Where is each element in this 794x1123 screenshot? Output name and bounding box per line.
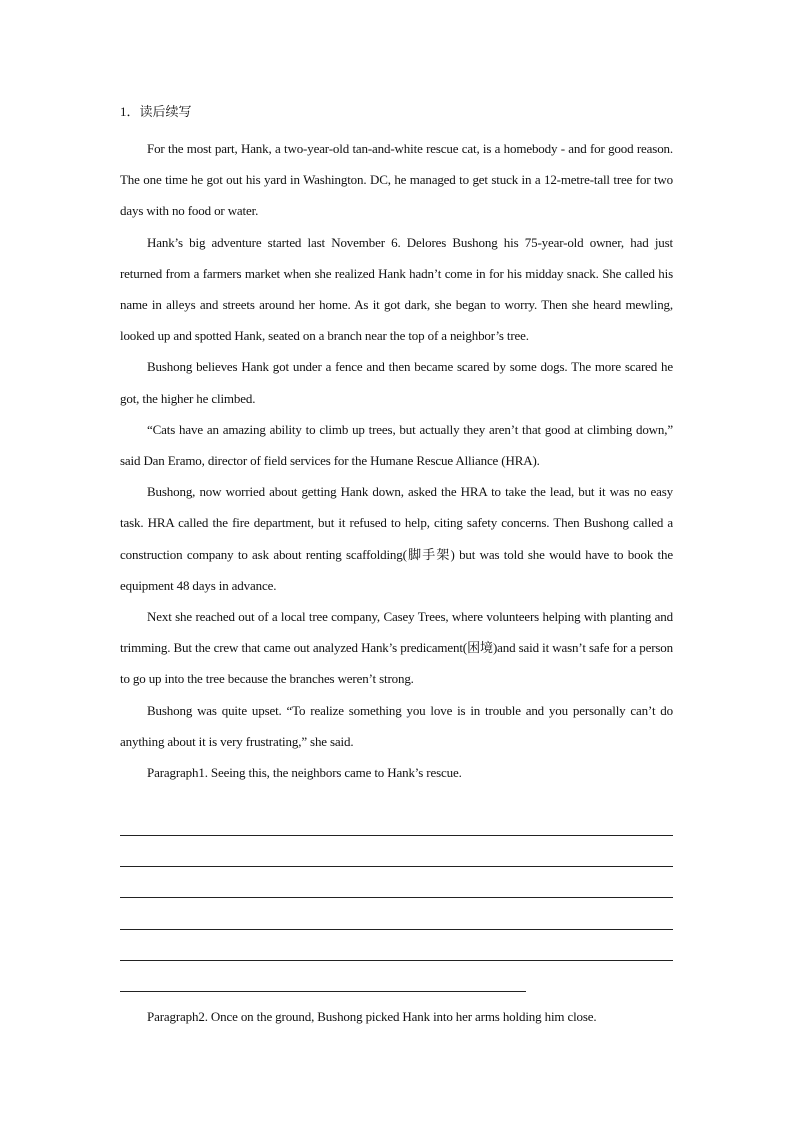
answer-line xyxy=(120,960,673,961)
passage-paragraph-5: Bushong, now worried about getting Hank down, asked the HRA to take the lead, but it was no easy task. HRA called the fire department, but it refused to help, citing safety concerns. Then Bushong called a construction company to ask about renting scaffolding(脚手架) but was told she would have to book the equipment 48 days in advance. xyxy=(120,484,673,593)
passage-paragraph-1: For the most part, Hank, a two-year-old tan-and-white rescue cat, is a homebody - and for good reason. The one time he got out his yard in Washington. DC, he managed to get stuck in a 12-metre-tall tree for two days with no food or water. xyxy=(120,141,673,219)
answer-line xyxy=(120,835,673,836)
passage-paragraph-3: Bushong believes Hank got under a fence and then became scared by some dogs. The more scared he got, the higher he climbed. xyxy=(120,359,673,406)
passage-paragraph-7: Bushong was quite upset. “To realize something you love is in trouble and you personally can’t do anything about it is very frustrating,” she said. xyxy=(120,702,673,749)
paragraph2-prompt: Paragraph2. Once on the ground, Bushong picked Hank into her arms holding him close. xyxy=(147,1009,597,1024)
answer-line xyxy=(120,991,526,992)
passage xyxy=(120,133,673,788)
question-heading: 1．读后续写 xyxy=(120,104,192,119)
answer-lines xyxy=(120,835,673,1022)
answer-line xyxy=(120,866,673,867)
answer-line xyxy=(120,929,673,930)
paragraph1-prompt: Paragraph1. Seeing this, the neighbors came to Hank’s rescue. xyxy=(147,765,462,781)
passage-paragraph-6: Next she reached out of a local tree company, Casey Trees, where volunteers helping with planting and trimming. But the crew that came out analyzed Hank’s predicament(困境)and said it wasn’t safe for a person to go up into the tree because the branches weren’t strong. xyxy=(120,609,673,687)
passage-paragraph-4: “Cats have an amazing ability to climb up trees, but actually they aren’t that good at climbing down,” said Dan Eramo, director of field services for the Humane Rescue Alliance (HRA). xyxy=(120,421,673,469)
passage-paragraph-2: Hank’s big adventure started last November 6. Delores Bushong his 75-year-old owner, had just returned from a farmers market when she realized Hank hadn’t come in for his midday snack. She called his name in alleys and streets around her home. As it got dark, she began to worry. Then she heard mewling, looked up and spotted Hank, seated on a branch near the top of a neighbor’s tree. xyxy=(120,234,673,344)
answer-line xyxy=(120,897,673,898)
